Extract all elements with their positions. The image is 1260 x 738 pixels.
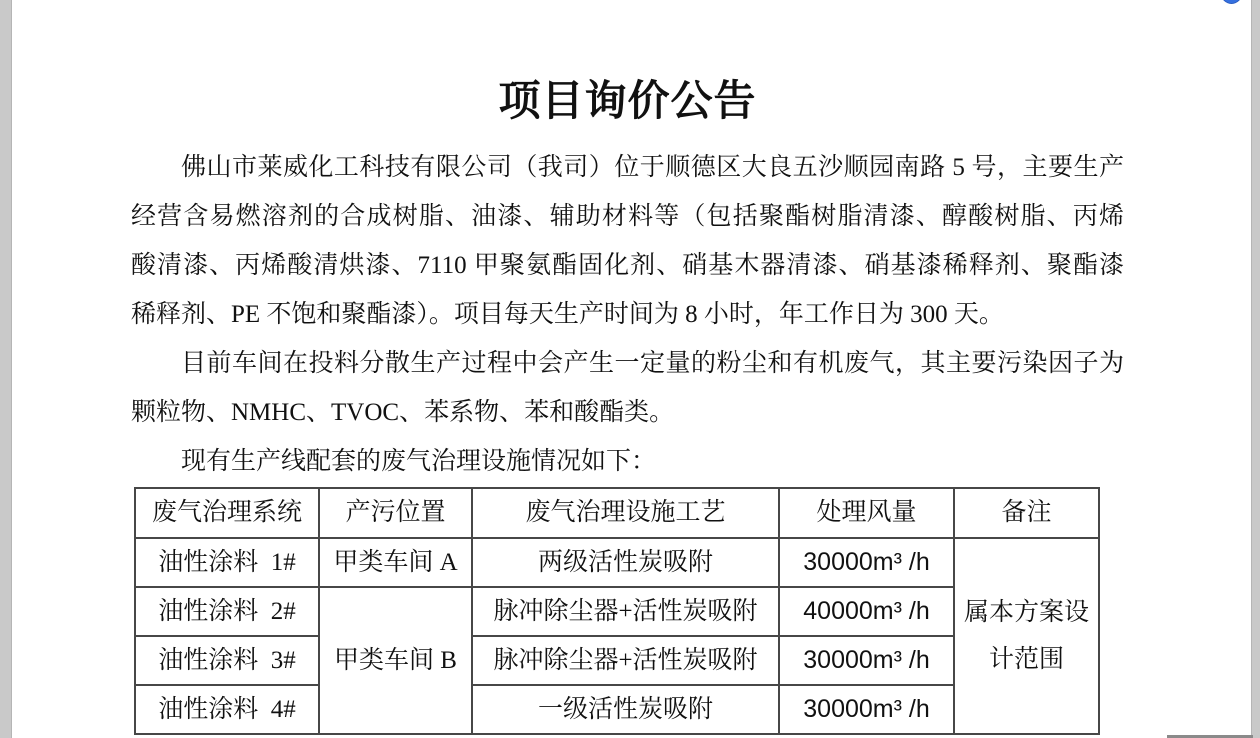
- body-text: [131, 143, 1124, 486]
- cell-process: 脉冲除尘器+活性炭吸附: [472, 636, 779, 685]
- header-location: 产污位置: [319, 488, 472, 538]
- paragraph-line: 目前车间在投料分散生产过程中会产生一定量的粉尘和有机废气，其主要污染因子为: [181, 350, 1124, 377]
- paragraph-line: 现有生产线配套的废气治理设施情况如下：: [181, 448, 657, 475]
- cell-airflow: 40000m³ /h: [779, 587, 954, 636]
- paragraph-line: 颗粒物、NMHC、TVOC、苯系物、苯和酸酯类。: [131, 399, 675, 426]
- paragraph-line: 经营含易燃溶剂的合成树脂、油漆、辅助材料等（包括聚酯树脂清漆、醇酸树脂、丙烯: [131, 203, 1124, 230]
- paragraph-line: 佛山市莱威化工科技有限公司（我司）位于顺德区大良五沙顺园南路 5 号，主要生产: [181, 154, 1124, 181]
- paragraph-line: 酸清漆、丙烯酸清烘漆、7110 甲聚氨酯固化剂、硝基木器清漆、硝基漆稀释剂、聚酯漆: [131, 252, 1124, 279]
- cell-system: 油性涂料 2#: [135, 587, 319, 636]
- cell-location: 甲类车间 B: [319, 587, 472, 734]
- cell-process: 脉冲除尘器+活性炭吸附: [472, 587, 779, 636]
- cell-process: 两级活性炭吸附: [472, 538, 779, 587]
- cell-system: 油性涂料 3#: [135, 636, 319, 685]
- table-row: [135, 538, 1099, 587]
- waste-gas-treatment-table: [134, 487, 1100, 735]
- document-page: [11, 0, 1252, 738]
- cell-airflow: 30000m³ /h: [779, 538, 954, 587]
- header-process: 废气治理设施工艺: [472, 488, 779, 538]
- paragraph-line: 稀释剂、PE 不饱和聚酯漆）。项目每天生产时间为 8 小时，年工作日为 300 天。: [131, 301, 1004, 328]
- cell-system: 油性涂料 4#: [135, 685, 319, 734]
- cell-process: 一级活性炭吸附: [472, 685, 779, 734]
- cell-system: 油性涂料 1#: [135, 538, 319, 587]
- cell-location: 甲类车间 A: [319, 538, 472, 587]
- page-title: 项目询价公告: [498, 79, 757, 125]
- header-airflow: 处理风量: [779, 488, 954, 538]
- document-content: [12, 76, 1251, 735]
- header-remark: 备注: [954, 488, 1099, 538]
- table-header-row: [135, 488, 1099, 538]
- cell-remark: 属本方案设计范围: [954, 538, 1099, 734]
- cell-airflow: 30000m³ /h: [779, 636, 954, 685]
- header-system: 废气治理系统: [135, 488, 319, 538]
- cell-airflow: 30000m³ /h: [779, 685, 954, 734]
